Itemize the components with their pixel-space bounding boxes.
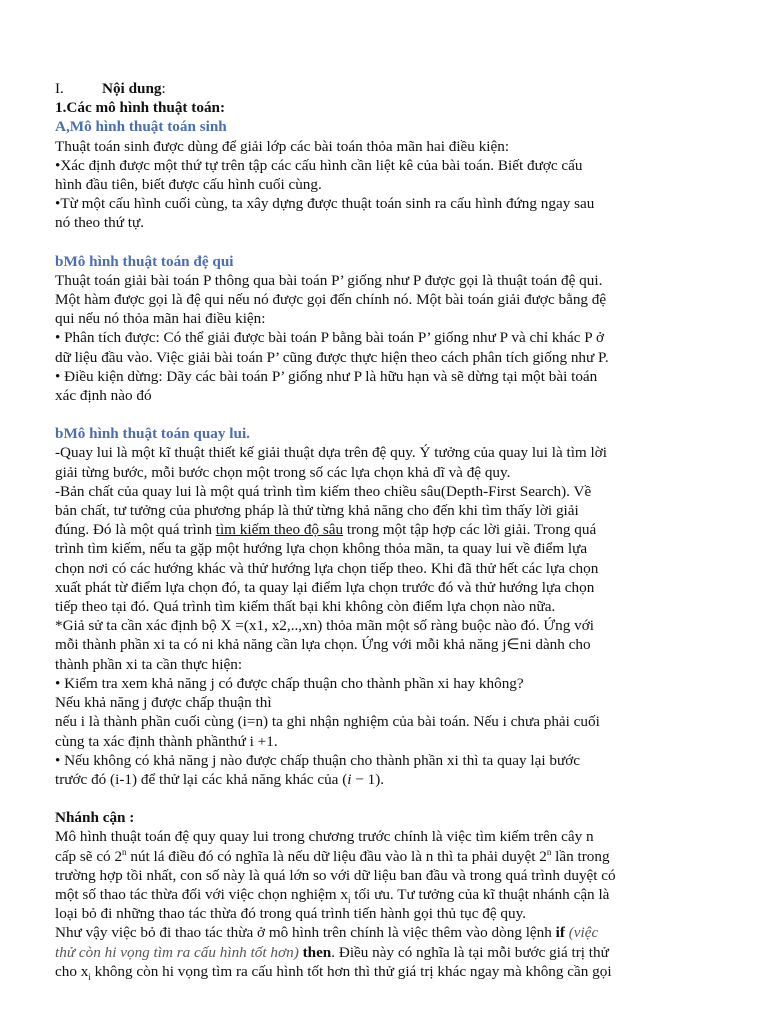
paragraph-gap [55,233,725,252]
subscript: i [347,894,351,905]
models-heading: 1.Các mô hình thuật toán: [55,99,226,117]
text-run: một số thao tác thừa đối với việc chọn nghiệm x [55,885,348,903]
text-run: lần trong [551,847,610,865]
section-colon: : [161,80,166,97]
generation-text: hình đầu tiên, biết được cấu hình cuối cùng. [55,176,322,194]
branch-bound-text: trường hợp tồi nhất, con số này là quá lớn so với dữ liệu ban đầu và trong quá trình duyệt có [55,866,616,884]
recursion-text: Thuật toán giải bài toán P thông qua bài toán P’ giống như P được gọi là thuật toán đệ qui. [55,271,603,289]
recursion-text: • Điều kiện dừng: Dãy các bài toán P’ giống như P là hữu hạn và sẽ dừng tại một bài toán [55,367,598,385]
backtracking-text: -Bản chất của quay lui là một quá trình tìm kiếm theo chiều sâu(Depth-First Search). Về [55,482,592,500]
backtracking-text: chọn nơi có các hướng khác và thử hướng lựa chọn tiếp theo. Khi đã thử hết các lựa chọn [55,559,599,577]
backtracking-text: thành phần xi ta cần thực hiện: [55,655,243,673]
text-run: trong một tập hợp các lời giải. Trong quá [343,521,597,539]
backtracking-text: bản chất, tư tưởng của phương pháp là thử từng khả năng cho đến khi tìm thấy lời giải [55,502,579,520]
branch-bound-text [55,923,725,942]
generation-text: •Xác định được một thứ tự trên tập các cấu hình cần liệt kê của bài toán. Biết được cấu [55,156,583,174]
backtracking-text [55,520,725,539]
text-run: nút lá điều đó có nghĩa là nếu dữ liệu đầu vào là n thì ta phải duyệt 2 [126,847,547,865]
text-run: . Điều này có nghĩa là tại mỗi bước giá trị thử [331,943,609,961]
recursion-text: Một hàm được gọi là đệ qui nếu nó được gọi đến chính nó. Một bài toán giải được bằng đệ [55,291,607,309]
branch-bound-text: loại bỏ đi những thao tác thừa đó trong quá trình tiến hành gọi thủ tục đệ quy. [55,905,527,923]
text-run: cấp sẽ có 2 [55,847,123,865]
generation-text: nó theo thứ tự. [55,214,145,232]
underlined-phrase: tìm kiếm theo độ sâu [215,521,344,539]
generation-text: •Từ một cấu hình cuối cùng, ta xây dựng được thuật toán sinh ra cấu hình đứng ngay sau [55,195,595,213]
backtracking-text: • Kiểm tra xem khả năng j có được chấp thuận cho thành phần xi hay không? [55,674,524,692]
paragraph-gap [55,789,725,808]
subscript: i [88,971,91,982]
branch-bound-heading: Nhánh cận : [55,809,135,827]
backtracking-heading: bMô hình thuật toán quay lui. [55,425,250,443]
backtracking-text: trình tìm kiếm, nếu ta gặp một hướng lựa chọn không thỏa mãn, ta quay lui về điểm lựa [55,540,588,558]
recursion-text: dữ liệu đầu vào. Việc giải bài toán P’ cũng được thực hiện theo cách phân tích giống như P. [55,348,609,366]
branch-bound-text [55,962,725,981]
branch-bound-text: Mô hình thuật toán đệ quy quay lui trong chương trước chính là việc tìm kiếm trên cây n [55,828,594,846]
backtracking-text: nếu i là thành phần cuối cùng (i=n) ta ghi nhận nghiệm của bài toán. Nếu i chưa phải cuối [55,713,600,731]
text-run: tối ưu. Tư tưởng của kĩ thuật nhánh cận là [350,885,610,903]
superscript: n [122,846,127,857]
keyword-if: if [555,924,565,942]
text-run: Như vậy việc bỏ đi thao tác thừa ở mô hình trên chính là việc thêm vào dòng lệnh [55,924,556,942]
section-heading [55,79,725,98]
backtracking-text: tiếp theo tại đó. Quá trình tìm kiếm thất bại khi không còn điểm lựa chọn nào nữa. [55,598,556,616]
backtracking-text: mỗi thành phần xi ta có ni khả năng cần lựa chọn. Ứng với mỗi khả năng j∈ni dành cho [55,636,591,654]
section-number: I. [55,80,64,97]
branch-bound-text [55,885,725,904]
branch-bound-text [55,943,725,962]
recursion-text: qui nếu nó thỏa mãn hai điều kiện: [55,310,266,328]
generation-heading: A,Mô hình thuật toán sinh [55,118,227,136]
text-run: − 1). [351,770,385,788]
superscript: n [546,846,552,857]
backtracking-text: • Nếu không có khả năng j nào được chấp thuận cho thành phần xi thì ta quay lại bước [55,751,580,769]
recursion-text: xác định nào đó [55,387,152,405]
backtracking-text: Nếu khả năng j được chấp thuận thì [55,694,272,712]
backtracking-text: giải từng bước, mỗi bước chọn một trong số các lựa chọn khả dĩ và đệ quy. [55,463,511,481]
text-run: cho x [55,962,89,980]
branch-bound-text [55,847,725,866]
paragraph-gap [55,405,725,424]
recursion-text: • Phân tích được: Có thể giải được bài toán P bằng bài toán P’ giống như P và chỉ khác P ở [55,329,605,347]
backtracking-text: *Giả sử ta cần xác định bộ X =(x1, x2,..,xn) thỏa mãn một số ràng buộc nào đó. Ứng với [55,617,594,635]
generation-text: Thuật toán sinh được dùng để giải lớp các bài toán thỏa mãn hai điều kiện: [55,137,510,155]
keyword-then: then [298,943,332,961]
math-variable: i [347,770,352,788]
text-run: trước đó (i-1) để thử lại các khả năng khác của ( [55,770,348,788]
italic-note: (việc [564,924,599,942]
italic-note: thử còn hi vọng tìm ra cấu hình tốt hơn) [55,943,299,961]
backtracking-text: cùng ta xác định thành phầnthứ i +1. [55,732,278,750]
section-title: Nội dung [102,80,162,97]
text-run: đúng. Đó là một quá trình [55,521,216,539]
document-page [55,79,725,981]
backtracking-text: -Quay lui là một kĩ thuật thiết kế giải thuật dựa trên đệ quy. Ý tưởng của quay lui là tìm lời [55,444,608,462]
text-run: không còn hi vọng tìm ra cấu hình tốt hơn thì thử giá trị khác ngay mà không cần gọi [90,962,612,980]
backtracking-text [55,770,725,789]
backtracking-text: xuất phát từ điểm lựa chọn đó, ta quay lại điểm lựa chọn trước đó và thử hướng lựa chọn [55,578,595,596]
recursion-heading: bMô hình thuật toán đệ qui [55,252,234,270]
